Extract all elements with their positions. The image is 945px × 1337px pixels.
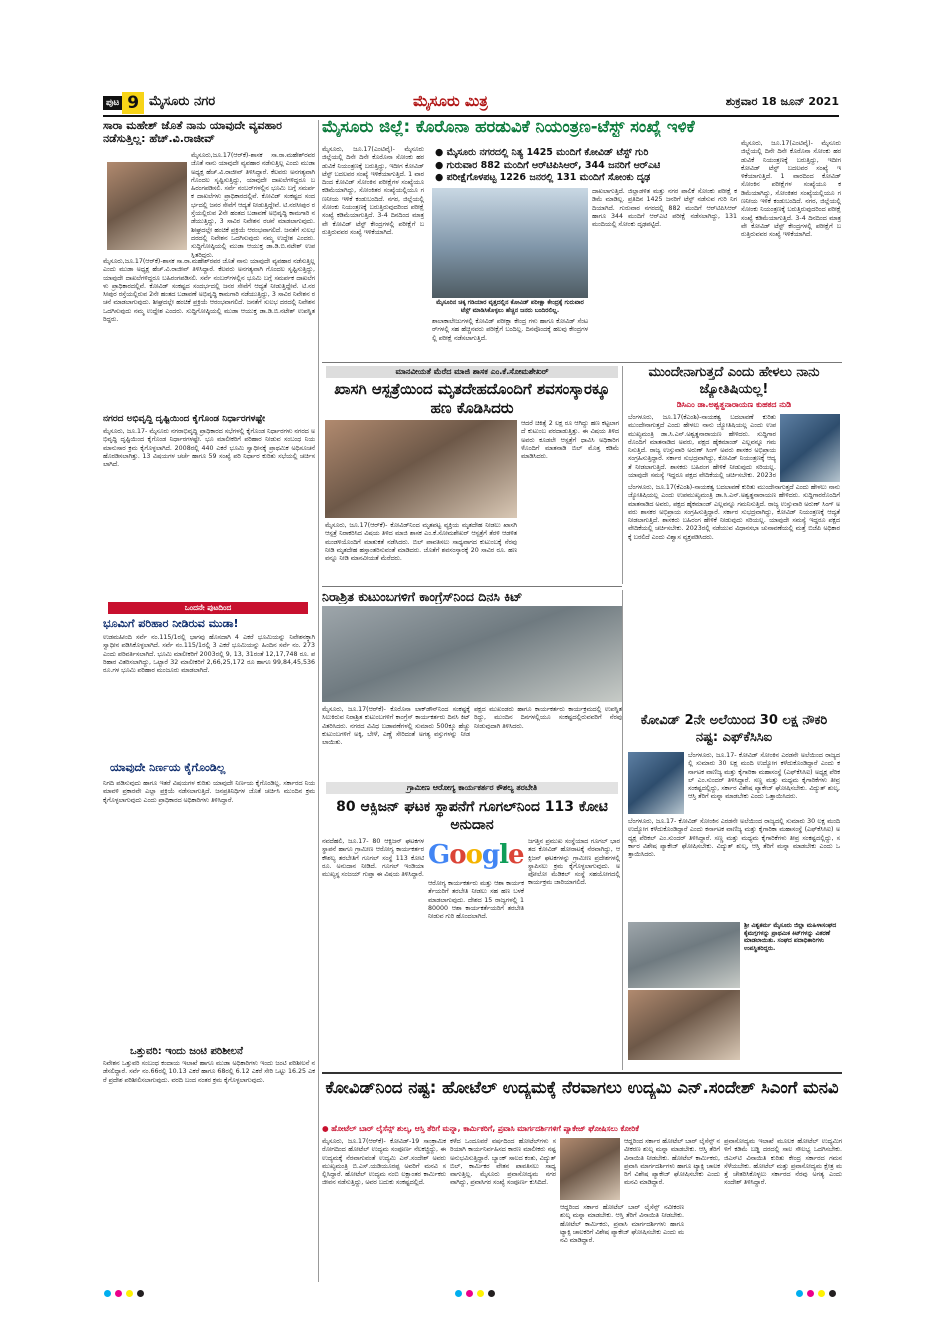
lead-photo-caption: ಮೈಸೂರಿನ ಚಿಕ್ಕ ಗಡಿಯಾರ ವೃತ್ತದಲ್ಲಿನ ಕೋವಿಡ್ ಪರೀಕ್ಷಾ ಕೇಂದ್ರಕ್ಕೆ ಗುರುವಾರ ಟೆಸ್ಟ್ ಮಾಡಿಸಿಕೊಳ್ಳಲು ಹೆಚ್ಚಿನ ಜನರು ಬಂದಿರಲಿಲ್ಲ. xyxy=(436,299,584,314)
dcm-portrait-photo xyxy=(780,414,840,482)
hospital-headline: ಖಾಸಗಿ ಆಸ್ಪತ್ರೆಯಿಂದ ಮೃತದೇಹದೊಂದಿಗೆ ಶವಸಂಸ್ಕಾರಕ್ಕೂ ಹಣ ಕೊಡಿಸಿದರು xyxy=(334,380,610,417)
lead-body-col2: ಶಾಲಾಕಾಲೇಜುಗಳಲ್ಲಿ ಕೋವಿಡ್ ಪರೀಕ್ಷಾ ಕೇಂದ್ರ ಗಳು ಹಾಗೂ ಕೋವಿಡ್ ಸೆಂಟರ್‌ಗಳಲ್ಲಿ ಸಹ ಹೆಚ್ಚಿನವರು ಪರೀಕ್ಷೆಗೆ ಬಂದಿಲ್ಲ. ದಿನವೊಂದಕ್ಕೆ ಹಲವು ಕೇಂದ್ರಗಳಲ್ಲಿ ಪರೀಕ್ಷೆ ನಡೆಸಲಾಗುತ್ತಿದೆ. xyxy=(432,318,588,342)
no-decision-body: ನಿಗದಿ ಪಡಿಸುವುದು ಹಾಗೂ ಇತರೆ ವಿಷಯಗಳ ಕುರಿತು ಯಾವುದೇ ನಿರ್ಣಯ ಕೈಗೊಂಡಿಲ್ಲ. ಸರ್ಕಾರದ ನಿಯಮಾವಳಿ ಪ್ರಕಾರವೇ ಎಲ್ಲಾ ಪ್ರಕ್ರಿಯೆ ನಡೆಸಲಾಗುತ್ತಿದೆ. ಜನಪ್ರತಿನಿಧಿಗಳ ಜೊತೆ ಚರ್ಚಿಸಿ ಮುಂದಿನ ಕ್ರಮ ಕೈಗೊಳ್ಳಲಾಗುವುದು ಎಂದು ಪ್ರಾಧಿಕಾರದ ಅಧಿಕಾರಿಗಳು ತಿಳಿಸಿದ್ದಾರೆ. xyxy=(103,780,315,804)
hotel-body-col4: ಪ್ರವಾಸೋದ್ಯಮ ಇಲಾಖೆ ಮೂಲಕ ಹೋಟೆಲ್ ಉದ್ಯಮಿಗಳಿಗೆ ಕಡಿಮೆ ಬಡ್ಡಿ ದರದಲ್ಲಿ ಸಾಲ ಸೌಲಭ್ಯ ಒದಗಿಸಬೇಕು. ಜಿಎಸ್‌ಟಿ ವಿನಾಯಿತಿ ಕುರಿತು ಕೇಂದ್ರ ಸರ್ಕಾರದ ಗಮನ ಸೆಳೆಯಬೇಕು. ಹೋಟೆಲ್ ಮತ್ತು ಪ್ರವಾಸೋದ್ಯಮ ಕ್ಷೇತ್ರ ಮತ್ತೆ ಚೇತರಿಸಿಕೊಳ್ಳಲು ಸರ್ಕಾರದ ನೆರವು ಅಗತ್ಯ ಎಂದು ಸಂದೇಶ್ ತಿಳಿಸಿದ್ದಾರೆ. xyxy=(724,1138,842,1187)
registration-dot xyxy=(796,1290,803,1297)
column-rule-left xyxy=(318,120,319,1282)
page-number-box xyxy=(103,92,144,114)
kits-photo xyxy=(322,606,622,702)
google-logo-letter: g xyxy=(481,840,500,870)
google-logo-letter: o xyxy=(465,840,482,870)
portrait-photo xyxy=(107,162,187,250)
hospital-body-right: ಆದರೆ ಚಿಕಿತ್ಸೆ 2 ಲಕ್ಷ ರೂ ಆಗಿದ್ದು ಹಣ ಕಟ್ಟಲಾಗದೆ ಕುಟುಂಬ ಪರದಾಡುತ್ತಿತ್ತು. ಈ ವಿಷಯ ತಿಳಿದ ಅವರು ಕೂಡಲೇ ಆಸ್ಪತ್ರೆಗೆ ಧಾವಿಸಿ ಅಧಿಕಾರಿಗಳೊಂದಿಗೆ ಮಾತನಾಡಿ ಬಿಲ್ ಮೊತ್ತ ಕಡಿಮೆ ಮಾಡಿಸಿದರು. xyxy=(521,420,619,461)
masthead xyxy=(103,92,839,114)
land-compensation-body: ಉಡಮಹೀಂದಿ ಸರ್ವೆ ನಂ.115/1ರಲ್ಲಿ ಭಾಗವು ಹೊಸದಾಗಿ 4 ಎಕರೆ ಭೂಮಿಯನ್ನು ನಿವೇಶನಕ್ಕಾಗಿ ಸ್ವಾಧೀನ ಪಡಿಸಿಕೊಳ್ಳಲಾಗಿದೆ. ಸರ್ವೆ ನಂ.115/1ರಲ್ಲಿ 3 ಎಕರೆ ಭೂಮಿಯನ್ನು ಹಿಂದಿನ ಸರ್ವೆ ನಂ. 273 ಎಂದು ಪರಿವರ್ತಿಸಲಾಗಿದೆ. ಭೂಮಿ ಮಾಲೀಕರಿಗೆ 2003ರಲ್ಲಿ 9, 13, 31ರಂತೆ 12,17,748 ರೂ. ಪರಿಹಾರ ವಿತರಿಸಲಾಗಿದ್ದು, ಒಟ್ಟಾರೆ 32 ಮಾಲೀಕರಿಗೆ 2,66,25,172 ರೂ ಹಾಗೂ 99,84,45,536 ರೂ.ಗಳ ಭೂಮಿ ಪರಿಹಾರ ಮಂಜೂರು ಮಾಡಲಾಗಿದೆ. xyxy=(103,634,315,675)
google-logo-letter: o xyxy=(449,840,466,870)
registration-marks-center xyxy=(455,1290,495,1297)
google-logo xyxy=(428,840,524,870)
kit-distribution-photo-1 xyxy=(628,922,740,988)
fkcci-portrait-photo xyxy=(628,752,684,814)
left-story-headline: ಸಾರಾ ಮಹೇಶ್ ಜೊತೆ ನಾನು ಯಾವುದೇ ವ್ಯವಹಾರ ನಡೆಸುತ್ತಿಲ್ಲ: ಹೆಚ್.ವಿ.ರಾಜೀವ್ xyxy=(103,120,282,145)
google-logo-letter: e xyxy=(507,840,524,870)
page-number: 9 xyxy=(122,92,144,114)
google-logo-letter: l xyxy=(499,840,508,870)
jobs-headline: ಕೋವಿಡ್ 2ನೇ ಅಲೆಯಿಂದ 30 ಲಕ್ಷ ನೌಕರಿ ನಷ್ಟ: ಎಫ್‌ಕೆಸಿಸಿಐ xyxy=(640,713,828,745)
registration-dot xyxy=(104,1290,111,1297)
google-logo-letter: G xyxy=(428,840,450,870)
section-name: ಮೈಸೂರು ನಗರ xyxy=(149,94,216,109)
hospital-kicker: ಮಾನವೀಯತೆ ಮೆರೆದ ಮಾಜಿ ಶಾಸಕ ಎಂ.ಕೆ.ಸೋಮಶೇಖರ್ xyxy=(326,366,618,378)
registration-dot xyxy=(818,1290,825,1297)
kit-distribution-photo-2 xyxy=(628,990,740,1060)
hotel-top-rule xyxy=(322,1072,842,1074)
registration-dot xyxy=(807,1290,814,1297)
issue-date: ಶುಕ್ರವಾರ 18 ಜೂನ್ 2021 xyxy=(725,95,839,108)
hotel-body-col2: ಕಳೆದ ಒಂದೂವರೆ ವರ್ಷದಿಂದ ಹೋಟೆಲ್‌ಗಳು ಸರಿಯಾಗಿ ಕಾರ್ಯನಿರ್ವಹಿಸದ ಕಾರಣ ಮಾಲೀಕರು ನಷ್ಟ ಅನುಭವಿಸುತ್ತಿದ್ದಾರೆ. ಬ್ಯಾಂಕ್ ಸಾಲದ ಕಂತು, ವಿದ್ಯುತ್ ಬಿಲ್, ಕಾರ್ಮಿಕರ ವೇತನ ಪಾವತಿಸಲು ಸಾಧ್ಯವಾಗುತ್ತಿಲ್ಲ. ಮೈಸೂರು ಪ್ರವಾಸೋದ್ಯಮ ನಗರವಾಗಿದ್ದು, ಪ್ರವಾಸಿಗರ ಸಂಖ್ಯೆ ಸಂಪೂರ್ಣ ಕುಸಿದಿದೆ. xyxy=(450,1138,556,1187)
registration-dot xyxy=(488,1290,495,1297)
lead-body-col3: ದಾಖಲಾಗುತ್ತಿದೆ. ಜಿಲ್ಲಾಡಳಿತ ಮತ್ತು ನಗರ ಪಾಲಿಕೆ ಸೋಂಕು ಪರೀಕ್ಷೆ ಕಡಿಮೆ ಮಾಡಿಲ್ಲ. ಪ್ರತಿದಿನ 1425 ಜನರಿಗೆ ಟೆಸ್ಟ್ ನಡೆಸುವ ಗುರಿ ನಿಗದಿಯಾಗಿದೆ. ಗುರುವಾರ ನಗರದಲ್ಲಿ 882 ಮಂದಿಗೆ ಆರ್‌ಟಿಪಿಸಿಆರ್ ಹಾಗೂ 344 ಮಂದಿಗೆ ಆರ್‌ಎಟಿ ಪರೀಕ್ಷೆ ನಡೆಸಲಾಗಿದ್ದು, 131 ಮಂದಿಯಲ್ಲಿ ಸೋಂಕು ದೃಢಪಟ್ಟಿದೆ. xyxy=(592,188,737,229)
hospital-bottom-rule xyxy=(322,586,622,587)
google-body-left: ನವದೆಹಲಿ, ಜೂ.17- 80 ಆಕ್ಸಿಜನ್ ಘಟಕಗಳ ಸ್ಥಾಪನೆ ಹಾಗೂ ಗ್ರಾಮೀಣ ಆರೋಗ್ಯ ಕಾರ್ಯಕರ್ತರ ಕೌಶಲ್ಯ ತರಬೇತಿಗೆ ಗೂಗಲ್ ಸಂಸ್ಥೆ 113 ಕೋಟಿ ರೂ. ಅನುದಾನ ನೀಡಿದೆ. ಗೂಗಲ್ ಇಂಡಿಯಾ ಮುಖ್ಯಸ್ಥ ಸಂಜಯ್ ಗುಪ್ತಾ ಈ ವಿಷಯ ತಿಳಿಸಿದ್ದಾರೆ. xyxy=(322,838,424,879)
jobs-body: ಬೆಂಗಳೂರು, ಜೂ.17- ಕೋವಿಡ್ ಸೋಂಕಿನ ಎರಡನೇ ಅಲೆಯಿಂದ ರಾಜ್ಯದಲ್ಲಿ ಸುಮಾರು 30 ಲಕ್ಷ ಮಂದಿ ಉದ್ಯೋಗ ಕಳೆದುಕೊಂಡಿದ್ದಾರೆ ಎಂದು ಕರ್ನಾಟಕ ವಾಣಿಜ್ಯ ಮತ್ತು ಕೈಗಾರಿಕಾ ಮಹಾಸಂಸ್ಥೆ (ಎಫ್‌ಕೆಸಿಸಿಐ) ಅಧ್ಯಕ್ಷ ಪೆರಿಕಲ್ ಎಂ.ಸುಂದರ್ ತಿಳಿಸಿದ್ದಾರೆ. ಸಣ್ಣ ಮತ್ತು ಮಧ್ಯಮ ಕೈಗಾರಿಕೆಗಳು ತೀವ್ರ ಸಂಕಷ್ಟದಲ್ಲಿದ್ದು, ಸರ್ಕಾರ ವಿಶೇಷ ಪ್ಯಾಕೇಜ್ ಘೋಷಿಸಬೇಕು. ವಿದ್ಯುತ್ ಶುಲ್ಕ, ಆಸ್ತಿ ತೆರಿಗೆ ಮನ್ನಾ ಮಾಡಬೇಕು ಎಂದು ಒತ್ತಾಯಿಸಿದರು. xyxy=(628,818,840,859)
land-compensation-headline: ಭೂಮಿಗೆ ಪರಿಹಾರ ನೀಡಿರುವ ಮುಡಾ! xyxy=(103,618,239,630)
kit-photo-caption: ಶ್ರೀ ವಿಶ್ವಕರ್ಮ ಮೈಸೂರು ಜಿಲ್ಲಾ ಮಹಿಳಾಸಂಘದ ಕೈಮಗ್ಗಗಳನ್ನು ಪ್ರಾಥಮಿಕ ಕಿಟ್‌ಗಳನ್ನು ವಿತರಣೆ ಮಾಡಲಾಯಿತು. ಸಂಘದ ಪದಾಧಿಕಾರಿಗಳು ಉಪಸ್ಥಿತರಿದ್ದರು. xyxy=(744,922,837,952)
sandesh-portrait-photo xyxy=(560,1138,620,1200)
encroachment-headline: ಒತ್ತುವರಿ: ಇಂದು ಜಂಟಿ ಪರಿಶೀಲನೆ xyxy=(130,1046,243,1057)
google-headline: 80 ಆಕ್ಸಿಜನ್ ಘಟಕ ಸ್ಥಾಪನೆಗೆ ಗೂಗಲ್‌ನಿಂದ 113 ಕೋಟಿ ಅನುದಾನ xyxy=(336,799,608,833)
hotel-body-col3b: ಆದ್ದರಿಂದ ಸರ್ಕಾರ ಹೋಟೆಲ್ ಬಾರ್ ಲೈಸೆನ್ಸ್ ನವೀಕರಣ ಶುಲ್ಕ ಮನ್ನಾ ಮಾಡಬೇಕು. ಆಸ್ತಿ ತೆರಿಗೆ ವಿನಾಯಿತಿ ನೀಡಬೇಕು. ಹೋಟೆಲ್ ಕಾರ್ಮಿಕರು, ಪ್ರವಾಸಿ ಮಾರ್ಗದರ್ಶಿಗಳು ಹಾಗೂ ಟ್ಯಾಕ್ಸಿ ಚಾಲಕರಿಗೆ ವಿಶೇಷ ಪ್ಯಾಕೇಜ್ ಘೋಷಿಸಬೇಕು ಎಂದು ಮನವಿ ಮಾಡಿದ್ದಾರೆ. xyxy=(624,1138,720,1187)
registration-dot xyxy=(126,1290,133,1297)
hotel-subhead: ● ಹೋಟೆಲ್ ಬಾರ್ ಲೈಸೆನ್ಸ್ ಶುಲ್ಕ, ಆಸ್ತಿ ತೆರಿಗೆ ಮನ್ನಾ, ಕಾರ್ಮಿಕರಿಗೆ, ಪ್ರವಾಸಿ ಮಾರ್ಗದರ್ಶಿಗಳಿಗೆ ಪ್ಯಾಕೇಜ್ ಘೋಷಿಸಲು ಕೋರಿಕೆ xyxy=(322,1124,639,1133)
lead-bullet: ● ಮೈಸೂರು ನಗರದಲ್ಲಿ ನಿತ್ಯ 1425 ಮಂದಿಗೆ ಕೋವಿಡ್ ಟೆಸ್ಟ್ ಗುರಿ xyxy=(435,147,649,158)
registration-dot xyxy=(829,1290,836,1297)
hotel-body-col3: ಆದ್ದರಿಂದ ಸರ್ಕಾರ ಹೋಟೆಲ್ ಬಾರ್ ಲೈಸೆನ್ಸ್ ನವೀಕರಣ ಶುಲ್ಕ ಮನ್ನಾ ಮಾಡಬೇಕು. ಆಸ್ತಿ ತೆರಿಗೆ ವಿನಾಯಿತಿ ನೀಡಬೇಕು. ಹೋಟೆಲ್ ಕಾರ್ಮಿಕರು, ಪ್ರವಾಸಿ ಮಾರ್ಗದರ್ಶಿಗಳು ಹಾಗೂ ಟ್ಯಾಕ್ಸಿ ಚಾಲಕರಿಗೆ ವಿಶೇಷ ಪ್ಯಾಕೇಜ್ ಘೋಷಿಸಬೇಕು ಎಂದು ಮನವಿ ಮಾಡಿದ್ದಾರೆ. xyxy=(560,1204,684,1245)
left-story-body-top: ಮೈಸೂರು,ಜೂ.17(ಆರ್‌ಕೆ)-ಶಾಸಕ ಸಾ.ರಾ.ಮಹೇಶ್‌ರವರ ಜೊತೆ ನಾನು ಯಾವುದೇ ವ್ಯವಹಾರ ನಡೆಸುತ್ತಿಲ್ಲ ಎಂದು ಮುಡಾ ಅಧ್ಯಕ್ಷ ಹೆಚ್.ವಿ.ರಾಜೀವ್ ತಿಳಿಸಿದ್ದಾರೆ. ಕೆಲವರು ಅನಗತ್ಯವಾಗಿ ಗೊಂದಲ ಸೃಷ್ಟಿಸುತ್ತಿದ್ದು, ಯಾವುದೇ ದಾಖಲೆಗಳಿದ್ದರೂ ಬಹಿರಂಗಪಡಿಸಲಿ. ಸರ್ವೆ ನಂಬರ್‌ಗಳಲ್ಲಿನ ಭೂಮಿ ಬಗ್ಗೆ ಸಮರ್ಪಕ ದಾಖಲೆಗಳು ಪ್ರಾಧಿಕಾರದಲ್ಲಿವೆ. ಕೋವಿಡ್ ಸಂಕಷ್ಟದ ಸಂದರ್ಭದಲ್ಲಿ ಜನರ ಸೇವೆಗೆ ಆದ್ಯತೆ ನೀಡುತ್ತಿದ್ದೇವೆ. ಟಿ.ನರಸೀಪುರ ರಸ್ತೆಯಲ್ಲಿರುವ 2ನೇ ಹಂತದ ಬಡಾವಣೆ ಅಭಿವೃದ್ಧಿ ಕಾಮಗಾರಿ ನಡೆಯುತ್ತಿದ್ದು, 3 ಸಾವಿರ ನಿವೇಶನ ರಚನೆ ಮಾಡಲಾಗುವುದು. ಶೀಘ್ರದಲ್ಲೇ ಹಂಚಿಕೆ ಪ್ರಕ್ರಿಯೆ ಆರಂಭವಾಗಲಿದೆ. ಜನತೆಗೆ ಸುಲಭ ದರದಲ್ಲಿ ನಿವೇಶನ ಒದಗಿಸುವುದು ನಮ್ಮ ಉದ್ದೇಶ ಎಂದರು. ಸುದ್ದಿಗೋಷ್ಠಿಯಲ್ಲಿ ಮುಡಾ ಆಯುಕ್ತ ಡಾ.ಡಿ.ಬಿ.ನಟೇಶ್ ಉಪಸ್ಥಿತರಿದ್ದರು. xyxy=(191,152,315,258)
astro-subhead: ಡಿಸಿಎಂ ಡಾ.ಅಶ್ವತ್ಥನಾರಾಯಣ ಕುಹಕದ ನುಡಿ xyxy=(676,400,792,409)
google-body-right: ಜಗತ್ತಿನ ಪ್ರಮುಖ ಸಂಸ್ಥೆಯಾದ ಗೂಗಲ್ ಭಾರತದ ಕೋವಿಡ್ ಹೋರಾಟಕ್ಕೆ ನೆರವಾಗಿದ್ದು, ಆಕ್ಸಿಜನ್ ಘಟಕಗಳನ್ನು ಗ್ರಾಮೀಣ ಪ್ರದೇಶಗಳಲ್ಲಿ ಸ್ಥಾಪಿಸಲು ಕ್ರಮ ಕೈಗೊಳ್ಳಲಾಗುವುದು. ಅಪೋಲೋ ಮೆಡಿಕಲ್ ಸಂಸ್ಥೆ ಸಹಯೋಗದಲ್ಲಿ ಕಾರ್ಯಕ್ರಮ ಜಾರಿಯಾಗಲಿದೆ. xyxy=(528,838,620,887)
lead-bullet: ● ಗುರುವಾರ 882 ಮಂದಿಗೆ ಆರ್‌ಟಿಪಿಸಿಆರ್, 344 ಜನರಿಗೆ ಆರ್‌ಎಟಿ xyxy=(435,159,661,171)
lead-bullet: ● ಪರೀಕ್ಷೆಗೊಳಪಟ್ಟ 1226 ಜನರಲ್ಲಿ 131 ಮಂದಿಗೆ ಸೋಂಕು ದೃಢ xyxy=(435,172,651,183)
google-kicker: ಗ್ರಾಮೀಣ ಆರೋಗ್ಯ ಕಾರ್ಯಕರ್ತರ ಕೌಶಲ್ಯ ತರಬೇತಿ xyxy=(326,782,618,794)
no-decision-headline: ಯಾವುದೇ ನಿರ್ಣಯ ಕೈಗೊಂಡಿಲ್ಲ xyxy=(110,762,226,774)
kits-body-right: ಪಕ್ಷದ ಮುಖಂಡರು ಹಾಗೂ ಕಾರ್ಯಕರ್ತರು ಕಾರ್ಯಕ್ರಮದಲ್ಲಿ ಉಪಸ್ಥಿತರಿದ್ದು, ಮುಂದಿನ ದಿನಗಳಲ್ಲಿಯೂ ಸಂಕಷ್ಟದಲ್ಲಿರುವವರಿಗೆ ನೆರವು ನೀಡುವುದಾಗಿ ತಿಳಿಸಿದರು. xyxy=(474,706,622,730)
covid-test-centre-photo xyxy=(432,188,588,298)
hospital-photo xyxy=(325,420,517,518)
registration-marks-right xyxy=(796,1290,836,1297)
masthead-rule xyxy=(103,115,839,117)
hotel-body-col1: ಮೈಸೂರು, ಜೂ.17(ಆರ್‌ಕೆ)- ಕೋವಿಡ್-19 ಸಾಂಕ್ರಾಮಿಕ ರೋಗದಿಂದ ಹೋಟೆಲ್ ಉದ್ಯಮ ಸಂಪೂರ್ಣ ನೆಲಕಚ್ಚಿದ್ದು, ಈ ಉದ್ಯಮಕ್ಕೆ ನೆರವಾಗುವಂತೆ ಉದ್ಯಮಿ ಎನ್.ಸಂದೇಶ್ ಅವರು ಮುಖ್ಯಮಂತ್ರಿ ಬಿ.ಎಸ್.ಯಡಿಯೂರಪ್ಪ ಅವರಿಗೆ ಮನವಿ ಸಲ್ಲಿಸಿದ್ದಾರೆ. ಹೋಟೆಲ್ ಉದ್ಯಮ ನಂಬಿ ಲಕ್ಷಾಂತರ ಕಾರ್ಮಿಕರು ಜೀವನ ನಡೆಸುತ್ತಿದ್ದು, ಅವರ ಬದುಕು ಸಂಕಷ್ಟದಲ್ಲಿದೆ. xyxy=(322,1138,446,1187)
jobs-body-top: ಬೆಂಗಳೂರು, ಜೂ.17- ಕೋವಿಡ್ ಸೋಂಕಿನ ಎರಡನೇ ಅಲೆಯಿಂದ ರಾಜ್ಯದಲ್ಲಿ ಸುಮಾರು 30 ಲಕ್ಷ ಮಂದಿ ಉದ್ಯೋಗ ಕಳೆದುಕೊಂಡಿದ್ದಾರೆ ಎಂದು ಕರ್ನಾಟಕ ವಾಣಿಜ್ಯ ಮತ್ತು ಕೈಗಾರಿಕಾ ಮಹಾಸಂಸ್ಥೆ (ಎಫ್‌ಕೆಸಿಸಿಐ) ಅಧ್ಯಕ್ಷ ಪೆರಿಕಲ್ ಎಂ.ಸುಂದರ್ ತಿಳಿಸಿದ್ದಾರೆ. ಸಣ್ಣ ಮತ್ತು ಮಧ್ಯಮ ಕೈಗಾರಿಕೆಗಳು ತೀವ್ರ ಸಂಕಷ್ಟದಲ್ಲಿದ್ದು, ಸರ್ಕಾರ ವಿಶೇಷ ಪ್ಯಾಕೇಜ್ ಘೋಷಿಸಬೇಕು. ವಿದ್ಯುತ್ ಶುಲ್ಕ, ಆಸ್ತಿ ತೆರಿಗೆ ಮನ್ನಾ ಮಾಡಬೇಕು ಎಂದು ಒತ್ತಾಯಿಸಿದರು. xyxy=(688,752,840,801)
hotel-headline: ಕೋವಿಡ್‌ನಿಂದ ನಷ್ಟ: ಹೋಟೆಲ್ ಉದ್ಯಮಕ್ಕೆ ನೆರವಾಗಲು ಉದ್ಯಮಿ ಎನ್.ಸಂದೇಶ್ ಸಿಎಂಗೆ ಮನವಿ xyxy=(325,1078,839,1097)
lead-body-col1: ಮೈಸೂರು, ಜೂ.17(ಎಂಟಿವೈ)- ಮೈಸೂರು ಜಿಲ್ಲೆಯಲ್ಲಿ ದಿನೇ ದಿನೇ ಕೊರೊನಾ ಸೋಂಕು ಹರಡುವಿಕೆ ನಿಯಂತ್ರಣಕ್ಕೆ ಬರುತ್ತಿದ್ದು, ಇದೀಗ ಕೋವಿಡ್ ಟೆಸ್ಟ್ ಬದಲವರ ಸಂಖ್ಯೆ ಇಳಿಕೆಯಾಗುತ್ತಿದೆ. 1 ವಾರದಿಂದ ಕೋವಿಡ್ ಸೋಂಕಿನ ಪರೀಕ್ಷೆಗಳ ಸಂಖ್ಯೆಯೂ ಕಡಿಮೆಯಾಗಿದ್ದು, ಸೋಂಕಿತರ ಸಂಖ್ಯೆಯಲ್ಲಿಯೂ ಗಣನೀಯ ಇಳಿಕೆ ಕಂಡುಬಂದಿದೆ. ನಗರ, ಜಿಲ್ಲೆಯಲ್ಲಿ ಸೋಂಕು ನಿಯಂತ್ರಣಕ್ಕೆ ಬರುತ್ತಿರುವುದರಿಂದ ಪರೀಕ್ಷೆ ಸಂಖ್ಯೆ ಕಡಿಮೆಯಾಗುತ್ತಿದೆ. 3-4 ದಿನದಿಂದ ಮಾತ್ರವೇ ಕೋವಿಡ್ ಟೆಸ್ಟ್ ಕೇಂದ್ರಗಳಲ್ಲಿ ಪರೀಕ್ಷೆಗೆ ಬರುತ್ತಿರುವವರ ಸಂಖ್ಯೆ ಇಳಿಕೆಯಾಗಿದೆ. xyxy=(322,146,424,236)
left-story-body2: ಮೈಸೂರು, ಜೂ.17- ಮೈಸೂರು ನಗರಾಭಿವೃದ್ಧಿ ಪ್ರಾಧಿಕಾರದ ಸಭೆಗಳಲ್ಲಿ ಕೈಗೊಂಡ ನಿರ್ಧಾರಗಳು ನಗರದ ಅಭಿವೃದ್ಧಿ ದೃಷ್ಟಿಯಿಂದ ಕೈಗೊಂಡ ನಿರ್ಧಾರಗಳಷ್ಟೇ. ಭೂ ಮಾಲೀಕರಿಗೆ ಪರಿಹಾರ ನೀಡುವ ಸಂಬಂಧ ನಿಯಮಾನುಸಾರ ಕ್ರಮ ಕೈಗೊಳ್ಳಲಾಗಿದೆ. 2008ರಲ್ಲಿ 440 ಎಕರೆ ಭೂಮಿ ಸ್ವಾಧೀನಕ್ಕೆ ಪ್ರಾಥಮಿಕ ಅಧಿಸೂಚನೆ ಹೊರಡಿಸಲಾಗಿತ್ತು. 13 ವಿಷಯಗಳ ಚರ್ಚೆ ಹಾಗೂ 59 ಸಂಖ್ಯೆ ಪರಿ ನಿರ್ಧಾರ ಕುರಿತು ಸಭೆಯಲ್ಲಿ ಚರ್ಚಿಸಲಾಗಿದೆ. xyxy=(103,428,315,469)
registration-dot xyxy=(115,1290,122,1297)
registration-dot xyxy=(455,1290,462,1297)
lead-body-col4: ಮೈಸೂರು, ಜೂ.17(ಎಂಟಿವೈ)- ಮೈಸೂರು ಜಿಲ್ಲೆಯಲ್ಲಿ ದಿನೇ ದಿನೇ ಕೊರೊನಾ ಸೋಂಕು ಹರಡುವಿಕೆ ನಿಯಂತ್ರಣಕ್ಕೆ ಬರುತ್ತಿದ್ದು, ಇದೀಗ ಕೋವಿಡ್ ಟೆಸ್ಟ್ ಬದಲವರ ಸಂಖ್ಯೆ ಇಳಿಕೆಯಾಗುತ್ತಿದೆ. 1 ವಾರದಿಂದ ಕೋವಿಡ್ ಸೋಂಕಿನ ಪರೀಕ್ಷೆಗಳ ಸಂಖ್ಯೆಯೂ ಕಡಿಮೆಯಾಗಿದ್ದು, ಸೋಂಕಿತರ ಸಂಖ್ಯೆಯಲ್ಲಿಯೂ ಗಣನೀಯ ಇಳಿಕೆ ಕಂಡುಬಂದಿದೆ. ನಗರ, ಜಿಲ್ಲೆಯಲ್ಲಿ ಸೋಂಕು ನಿಯಂತ್ರಣಕ್ಕೆ ಬರುತ್ತಿರುವುದರಿಂದ ಪರೀಕ್ಷೆ ಸಂಖ್ಯೆ ಕಡಿಮೆಯಾಗುತ್ತಿದೆ. 3-4 ದಿನದಿಂದ ಮಾತ್ರವೇ ಕೋವಿಡ್ ಟೆಸ್ಟ್ ಕೇಂದ್ರಗಳಲ್ಲಿ ಪರೀಕ್ಷೆಗೆ ಬರುತ್ತಿರುವವರ ಸಂಖ್ಯೆ ಇಳಿಕೆಯಾಗಿದೆ. xyxy=(741,140,841,239)
registration-marks-left xyxy=(104,1290,144,1297)
lead-bottom-rule xyxy=(322,362,842,363)
column-rule-mid xyxy=(622,366,623,584)
kits-body: ಮೈಸೂರು, ಜೂ.17(ಆರ್‌ಕೆ)- ಕೊರೊನಾ ಲಾಕ್‌ಡೌನ್‌ನಿಂದ ಸಂಕಷ್ಟಕ್ಕೆ ಸಿಲುಕಿರುವ ನಿರಾಶ್ರಿತ ಕುಟುಂಬಗಳಿಗೆ ಕಾಂಗ್ರೆಸ್ ಕಾರ್ಯಕರ್ತರು ದಿನಸಿ ಕಿಟ್ ವಿತರಿಸಿದರು. ನಗರದ ವಿವಿಧ ಬಡಾವಣೆಗಳಲ್ಲಿ ಸುಮಾರು 500ಕ್ಕೂ ಹೆಚ್ಚು ಕುಟುಂಬಗಳಿಗೆ ಅಕ್ಕಿ, ಬೇಳೆ, ಎಣ್ಣೆ ಸೇರಿದಂತೆ ಅಗತ್ಯ ವಸ್ತುಗಳನ್ನು ನೀಡಲಾಯಿತು. xyxy=(322,706,470,747)
left-story-subhead: ನಗರದ ಅಭಿವೃದ್ಧಿ ದೃಷ್ಟಿಯಿಂದ ಕೈಗೊಂಡ ನಿರ್ಧಾರಗಳಷ್ಟೇ xyxy=(103,414,266,424)
astro-body-top: ಬೆಂಗಳೂರು, ಜೂ.17(ಕೆಎಂಶಿ)-ನಾಯಕತ್ವ ಬದಲಾವಣೆ ಕುರಿತು ಮುಂದೇನಾಗುತ್ತದೆ ಎಂದು ಹೇಳಲು ನಾನು ಜ್ಯೋತಿಷಿಯಲ್ಲ ಎಂದು ಉಪಮುಖ್ಯಮಂತ್ರಿ ಡಾ.ಸಿ.ಎನ್.ಅಶ್ವತ್ಥನಾರಾಯಣ ಹೇಳಿದರು. ಸುದ್ದಿಗಾರರೊಂದಿಗೆ ಮಾತನಾಡಿದ ಅವರು, ಪಕ್ಷದ ಹೈಕಮಾಂಡ್ ಎಲ್ಲವನ್ನೂ ಗಮನಿಸುತ್ತಿದೆ. ರಾಜ್ಯ ಉಸ್ತುವಾರಿ ಅರುಣ್ ಸಿಂಗ್ ಅವರು ಶಾಸಕರ ಅಭಿಪ್ರಾಯ ಸಂಗ್ರಹಿಸುತ್ತಿದ್ದಾರೆ. ಸರ್ಕಾರ ಸುಭದ್ರವಾಗಿದ್ದು, ಕೋವಿಡ್ ನಿಯಂತ್ರಣಕ್ಕೆ ಆದ್ಯತೆ ನೀಡಲಾಗುತ್ತಿದೆ. ಶಾಸಕರು ಬಹಿರಂಗ ಹೇಳಿಕೆ ನೀಡುವುದು ಸರಿಯಲ್ಲ. ಯಾವುದೇ ಸಮಸ್ಯೆ ಇದ್ದರೂ ಪಕ್ಷದ ವೇದಿಕೆಯಲ್ಲಿ ಚರ್ಚಿಸಬೇಕು. 2023ರ xyxy=(628,414,776,480)
astro-body: ಬೆಂಗಳೂರು, ಜೂ.17(ಕೆಎಂಶಿ)-ನಾಯಕತ್ವ ಬದಲಾವಣೆ ಕುರಿತು ಮುಂದೇನಾಗುತ್ತದೆ ಎಂದು ಹೇಳಲು ನಾನು ಜ್ಯೋತಿಷಿಯಲ್ಲ ಎಂದು ಉಪಮುಖ್ಯಮಂತ್ರಿ ಡಾ.ಸಿ.ಎನ್.ಅಶ್ವತ್ಥನಾರಾಯಣ ಹೇಳಿದರು. ಸುದ್ದಿಗಾರರೊಂದಿಗೆ ಮಾತನಾಡಿದ ಅವರು, ಪಕ್ಷದ ಹೈಕಮಾಂಡ್ ಎಲ್ಲವನ್ನೂ ಗಮನಿಸುತ್ತಿದೆ. ರಾಜ್ಯ ಉಸ್ತುವಾರಿ ಅರುಣ್ ಸಿಂಗ್ ಅವರು ಶಾಸಕರ ಅಭಿಪ್ರಾಯ ಸಂಗ್ರಹಿಸುತ್ತಿದ್ದಾರೆ. ಸರ್ಕಾರ ಸುಭದ್ರವಾಗಿದ್ದು, ಕೋವಿಡ್ ನಿಯಂತ್ರಣಕ್ಕೆ ಆದ್ಯತೆ ನೀಡಲಾಗುತ್ತಿದೆ. ಶಾಸಕರು ಬಹಿರಂಗ ಹೇಳಿಕೆ ನೀಡುವುದು ಸರಿಯಲ್ಲ. ಯಾವುದೇ ಸಮಸ್ಯೆ ಇದ್ದರೂ ಪಕ್ಷದ ವೇದಿಕೆಯಲ್ಲಿ ಚರ್ಚಿಸಬೇಕು. 2023ರಲ್ಲಿ ನಡೆಯುವ ವಿಧಾನಸಭಾ ಚುನಾವಣೆಯಲ್ಲಿ ಮತ್ತೆ ಬಿಜೆಪಿ ಅಧಿಕಾರಕ್ಕೆ ಬರಲಿದೆ ಎಂದು ವಿಶ್ವಾಸ ವ್ಯಕ್ತಪಡಿಸಿದರು. xyxy=(628,484,840,541)
lead-headline: ಮೈಸೂರು ಜಿಲ್ಲೆ: ಕೊರೊನಾ ಹರಡುವಿಕೆ ನಿಯಂತ್ರಣ-ಟೆಸ್ಟ್ ಸಂಖ್ಯೆ ಇಳಿಕೆ xyxy=(322,118,695,136)
column-rule-mid2 xyxy=(622,590,623,1070)
encroachment-body: ನಿವೇಶನ ಒತ್ತುವರಿ ಸಂಬಂಧ ಕಂದಾಯ ಇಲಾಖೆ ಹಾಗೂ ಮುಡಾ ಅಧಿಕಾರಿಗಳು ಇಂದು ಜಂಟಿ ಪರಿಶೀಲನೆ ನಡೆಸಲಿದ್ದಾರೆ. ಸರ್ವೆ ನಂ.66ರಲ್ಲಿ 10.13 ಎಕರೆ ಹಾಗೂ 68ರಲ್ಲಿ 6.12 ಎಕರೆ ಸೇರಿ ಒಟ್ಟು 16.25 ಎಕರೆ ಪ್ರದೇಶ ಪರಿಶೀಲಿಸಲಾಗುವುದು. ವರದಿ ಬಂದ ನಂತರ ಕ್ರಮ ಕೈಗೊಳ್ಳಲಾಗುವುದು. xyxy=(103,1060,315,1084)
registration-dot xyxy=(466,1290,473,1297)
astro-headline: ಮುಂದೇನಾಗುತ್ತದೆ ಎಂದು ಹೇಳಲು ನಾನು ಜ್ಯೋತಿಷಿಯಲ್ಲ! xyxy=(648,365,820,397)
kits-headline: ನಿರಾಶ್ರಿತ ಕುಟುಂಬಗಳಿಗೆ ಕಾಂಗ್ರೆಸ್‌ನಿಂದ ದಿನಸಿ ಕಿಟ್ xyxy=(322,590,523,604)
google-body-mid: ಆರೋಗ್ಯ ಕಾರ್ಯಕರ್ತರು ಮತ್ತು ಆಶಾ ಕಾರ್ಯಕರ್ತೆಯರಿಗೆ ತರಬೇತಿ ನೀಡಲು ಸಹ ಹಣ ಬಳಕೆ ಮಾಡಲಾಗುವುದು. ದೇಶದ 15 ರಾಜ್ಯಗಳಲ್ಲಿ 180000 ಆಶಾ ಕಾರ್ಯಕರ್ತೆಯರಿಗೆ ತರಬೇತಿ ನೀಡುವ ಗುರಿ ಹೊಂದಲಾಗಿದೆ. xyxy=(428,880,524,921)
page-label: ಪುಟ xyxy=(103,96,122,110)
hospital-body: ಮೈಸೂರು, ಜೂ.17(ಆರ್‌ಕೆ)- ಕೋವಿಡ್‌ನಿಂದ ಮೃತಪಟ್ಟ ವ್ಯಕ್ತಿಯ ಮೃತದೇಹ ನೀಡಲು ಖಾಸಗಿ ಆಸ್ಪತ್ರೆ ನಿರಾಕರಿಸಿದ ವಿಷಯ ತಿಳಿದ ಮಾಜಿ ಶಾಸಕ ಎಂ.ಕೆ.ಸೋಮಶೇಖರ್ ಆಸ್ಪತ್ರೆಗೆ ತೆರಳಿ ಆಡಳಿತ ಮಂಡಳಿಯೊಂದಿಗೆ ಮಾತುಕತೆ ನಡೆಸಿದರು. ಬಿಲ್ ಪಾವತಿಸಲು ಸಾಧ್ಯವಾಗದ ಕುಟುಂಬಕ್ಕೆ ನೆರವು ನೀಡಿ ಮೃತದೇಹ ಹಸ್ತಾಂತರಿಸುವಂತೆ ಮಾಡಿದರು. ಜೊತೆಗೆ ಶವಸಂಸ್ಕಾರಕ್ಕೆ 20 ಸಾವಿರ ರೂ. ಹಣವನ್ನೂ ನೀಡಿ ಮಾನವೀಯತೆ ಮೆರೆದರು. xyxy=(325,522,517,563)
registration-dot xyxy=(477,1290,484,1297)
registration-dot xyxy=(137,1290,144,1297)
paper-logo: ಮೈಸೂರು ಮಿತ್ರ xyxy=(413,92,488,110)
left-story-body: ಮೈಸೂರು,ಜೂ.17(ಆರ್‌ಕೆ)-ಶಾಸಕ ಸಾ.ರಾ.ಮಹೇಶ್‌ರವರ ಜೊತೆ ನಾನು ಯಾವುದೇ ವ್ಯವಹಾರ ನಡೆಸುತ್ತಿಲ್ಲ ಎಂದು ಮುಡಾ ಅಧ್ಯಕ್ಷ ಹೆಚ್.ವಿ.ರಾಜೀವ್ ತಿಳಿಸಿದ್ದಾರೆ. ಕೆಲವರು ಅನಗತ್ಯವಾಗಿ ಗೊಂದಲ ಸೃಷ್ಟಿಸುತ್ತಿದ್ದು, ಯಾವುದೇ ದಾಖಲೆಗಳಿದ್ದರೂ ಬಹಿರಂಗಪಡಿಸಲಿ. ಸರ್ವೆ ನಂಬರ್‌ಗಳಲ್ಲಿನ ಭೂಮಿ ಬಗ್ಗೆ ಸಮರ್ಪಕ ದಾಖಲೆಗಳು ಪ್ರಾಧಿಕಾರದಲ್ಲಿವೆ. ಕೋವಿಡ್ ಸಂಕಷ್ಟದ ಸಂದರ್ಭದಲ್ಲಿ ಜನರ ಸೇವೆಗೆ ಆದ್ಯತೆ ನೀಡುತ್ತಿದ್ದೇವೆ. ಟಿ.ನರಸೀಪುರ ರಸ್ತೆಯಲ್ಲಿರುವ 2ನೇ ಹಂತದ ಬಡಾವಣೆ ಅಭಿವೃದ್ಧಿ ಕಾಮಗಾರಿ ನಡೆಯುತ್ತಿದ್ದು, 3 ಸಾವಿರ ನಿವೇಶನ ರಚನೆ ಮಾಡಲಾಗುವುದು. ಶೀಘ್ರದಲ್ಲೇ ಹಂಚಿಕೆ ಪ್ರಕ್ರಿಯೆ ಆರಂಭವಾಗಲಿದೆ. ಜನತೆಗೆ ಸುಲಭ ದರದಲ್ಲಿ ನಿವೇಶನ ಒದಗಿಸುವುದು ನಮ್ಮ ಉದ್ದೇಶ ಎಂದರು. ಸುದ್ದಿಗೋಷ್ಠಿಯಲ್ಲಿ ಮುಡಾ ಆಯುಕ್ತ ಡಾ.ಡಿ.ಬಿ.ನಟೇಶ್ ಉಪಸ್ಥಿತರಿದ್ದರು. xyxy=(103,258,315,324)
continued-tag: ಒಂದನೇ ಪುಟದಿಂದ xyxy=(108,602,308,614)
